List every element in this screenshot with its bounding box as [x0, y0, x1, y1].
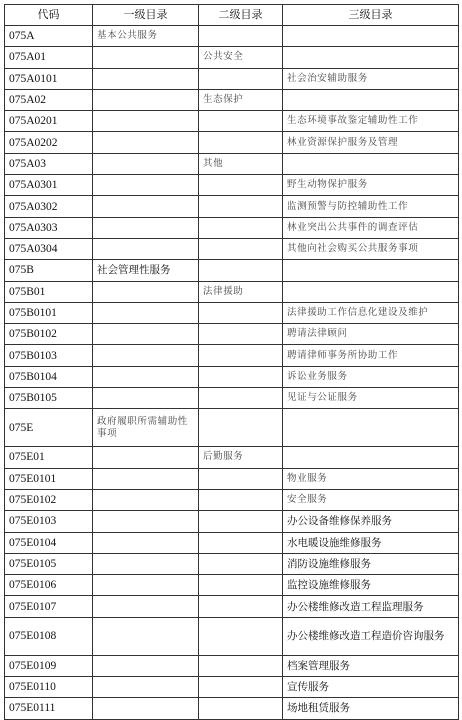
level2-cell	[199, 532, 283, 553]
level3-cell: 监控设施维修服务	[283, 575, 459, 596]
level2-cell	[199, 324, 283, 345]
code-cell: 075E0103	[5, 511, 93, 532]
level2-cell: 其他	[199, 153, 283, 174]
code-cell: 075E0110	[5, 677, 93, 698]
level3-cell: 法律援助工作信息化建设及维护	[283, 302, 459, 323]
level2-cell	[199, 238, 283, 259]
code-cell: 075B01	[5, 281, 93, 302]
code-cell: 075A03	[5, 153, 93, 174]
level2-cell	[199, 655, 283, 676]
level3-cell: 宣传服务	[283, 677, 459, 698]
catalog-table	[4, 4, 459, 720]
level2-cell	[199, 575, 283, 596]
level1-cell	[93, 511, 199, 532]
table-row	[5, 617, 459, 655]
table-row	[5, 111, 459, 132]
level1-cell	[93, 175, 199, 196]
code-cell: 075E0107	[5, 596, 93, 617]
level3-cell: 办公楼维修改造工程监理服务	[283, 596, 459, 617]
level2-cell	[199, 132, 283, 153]
level1-cell	[93, 553, 199, 574]
level1-cell	[93, 575, 199, 596]
level2-cell	[199, 175, 283, 196]
level1-cell	[93, 302, 199, 323]
table-row	[5, 655, 459, 676]
level3-cell: 场地租赁服务	[283, 698, 459, 719]
header-level2: 二级目录	[199, 5, 283, 26]
table-row	[5, 698, 459, 719]
code-cell: 075A0202	[5, 132, 93, 153]
code-cell: 075B0104	[5, 366, 93, 387]
code-cell: 075B	[5, 260, 93, 281]
level3-cell: 林业资源保护服务及管理	[283, 132, 459, 153]
code-cell: 075A0302	[5, 196, 93, 217]
level3-cell: 其他向社会购买公共服务事项	[283, 238, 459, 259]
level1-cell	[93, 281, 199, 302]
level2-cell	[199, 302, 283, 323]
header-row	[5, 5, 459, 26]
level1-cell	[93, 324, 199, 345]
level2-cell	[199, 388, 283, 409]
table-row	[5, 281, 459, 302]
level2-cell	[199, 217, 283, 238]
header-level1: 一级目录	[93, 5, 199, 26]
table-row	[5, 468, 459, 489]
code-cell: 075A0303	[5, 217, 93, 238]
level3-cell: 聘请律师事务所协助工作	[283, 345, 459, 366]
code-cell: 075E	[5, 409, 93, 447]
table-header	[5, 5, 459, 26]
level1-cell	[93, 345, 199, 366]
table-row	[5, 677, 459, 698]
level1-cell	[93, 677, 199, 698]
code-cell: 075E01	[5, 447, 93, 468]
level3-cell	[283, 47, 459, 68]
table-row	[5, 175, 459, 196]
level1-cell	[93, 617, 199, 655]
table-row	[5, 302, 459, 323]
table-row	[5, 366, 459, 387]
level3-cell	[283, 153, 459, 174]
level1-cell	[93, 153, 199, 174]
level3-cell: 林业突出公共事件的调查评估	[283, 217, 459, 238]
level2-cell	[199, 409, 283, 447]
level3-cell	[283, 26, 459, 47]
table-row	[5, 153, 459, 174]
code-cell: 075B0102	[5, 324, 93, 345]
level1-cell	[93, 47, 199, 68]
level1-cell	[93, 238, 199, 259]
code-cell: 075B0101	[5, 302, 93, 323]
level2-cell	[199, 111, 283, 132]
code-cell: 075E0102	[5, 489, 93, 510]
table-row	[5, 89, 459, 110]
level3-cell: 水电暖设施维修服务	[283, 532, 459, 553]
table-row	[5, 489, 459, 510]
code-cell: 075E0101	[5, 468, 93, 489]
code-cell: 075E0106	[5, 575, 93, 596]
table-row	[5, 238, 459, 259]
level1-cell	[93, 468, 199, 489]
table-row	[5, 553, 459, 574]
table-row	[5, 260, 459, 281]
level3-cell: 社会治安辅助服务	[283, 68, 459, 89]
level2-cell	[199, 260, 283, 281]
level1-cell	[93, 89, 199, 110]
table-row	[5, 575, 459, 596]
level2-cell	[199, 366, 283, 387]
level2-cell	[199, 596, 283, 617]
table-row	[5, 217, 459, 238]
level3-cell: 消防设施维修服务	[283, 553, 459, 574]
level1-cell	[93, 447, 199, 468]
code-cell: 075B0105	[5, 388, 93, 409]
code-cell: 075A0101	[5, 68, 93, 89]
table-body	[5, 26, 459, 720]
code-cell: 075B0103	[5, 345, 93, 366]
level1-cell	[93, 111, 199, 132]
table-row	[5, 196, 459, 217]
level2-cell	[199, 489, 283, 510]
level1-cell: 政府履职所需辅助性事项	[93, 409, 199, 447]
level1-cell	[93, 366, 199, 387]
level2-cell	[199, 196, 283, 217]
level2-cell	[199, 345, 283, 366]
level1-cell	[93, 655, 199, 676]
level3-cell: 聘请法律顾问	[283, 324, 459, 345]
code-cell: 075A0304	[5, 238, 93, 259]
level2-cell	[199, 511, 283, 532]
code-cell: 075E0111	[5, 698, 93, 719]
table-row	[5, 447, 459, 468]
level2-cell: 公共安全	[199, 47, 283, 68]
code-cell: 075E0105	[5, 553, 93, 574]
level1-cell	[93, 132, 199, 153]
level3-cell: 见证与公证服务	[283, 388, 459, 409]
level3-cell: 办公设备维修保养服务	[283, 511, 459, 532]
level2-cell	[199, 26, 283, 47]
level2-cell: 后勤服务	[199, 447, 283, 468]
code-cell: 075A0201	[5, 111, 93, 132]
level2-cell: 法律援助	[199, 281, 283, 302]
table-row	[5, 532, 459, 553]
header-level3: 三级目录	[283, 5, 459, 26]
code-cell: 075E0108	[5, 617, 93, 655]
level1-cell	[93, 388, 199, 409]
code-cell: 075A02	[5, 89, 93, 110]
level1-cell	[93, 217, 199, 238]
level3-cell: 物业服务	[283, 468, 459, 489]
level2-cell	[199, 677, 283, 698]
code-cell: 075A	[5, 26, 93, 47]
table-row	[5, 388, 459, 409]
level1-cell	[93, 532, 199, 553]
level1-cell	[93, 698, 199, 719]
level3-cell: 诉讼业务服务	[283, 366, 459, 387]
code-cell: 075E0104	[5, 532, 93, 553]
table-row	[5, 26, 459, 47]
level3-cell	[283, 260, 459, 281]
level1-cell	[93, 196, 199, 217]
level3-cell: 办公楼维修改造工程造价咨询服务	[283, 617, 459, 655]
level3-cell	[283, 89, 459, 110]
table-row	[5, 345, 459, 366]
level2-cell	[199, 68, 283, 89]
level3-cell: 安全服务	[283, 489, 459, 510]
code-cell: 075E0109	[5, 655, 93, 676]
level3-cell: 监测预警与防控辅助性工作	[283, 196, 459, 217]
level3-cell: 档案管理服务	[283, 655, 459, 676]
level3-cell: 生态环境事故鉴定辅助性工作	[283, 111, 459, 132]
level1-cell	[93, 596, 199, 617]
level1-cell	[93, 68, 199, 89]
level3-cell	[283, 409, 459, 447]
level3-cell	[283, 447, 459, 468]
code-cell: 075A0301	[5, 175, 93, 196]
level3-cell	[283, 281, 459, 302]
level3-cell: 野生动物保护服务	[283, 175, 459, 196]
table-row	[5, 132, 459, 153]
code-cell: 075A01	[5, 47, 93, 68]
level2-cell	[199, 553, 283, 574]
table-row	[5, 409, 459, 447]
level2-cell	[199, 698, 283, 719]
table-row	[5, 68, 459, 89]
level2-cell: 生态保护	[199, 89, 283, 110]
table-row	[5, 324, 459, 345]
level1-cell	[93, 489, 199, 510]
level1-cell: 社会管理性服务	[93, 260, 199, 281]
level1-cell: 基本公共服务	[93, 26, 199, 47]
table-row	[5, 511, 459, 532]
level2-cell	[199, 617, 283, 655]
table-row	[5, 596, 459, 617]
level2-cell	[199, 468, 283, 489]
table-row	[5, 47, 459, 68]
header-code: 代码	[5, 5, 93, 26]
